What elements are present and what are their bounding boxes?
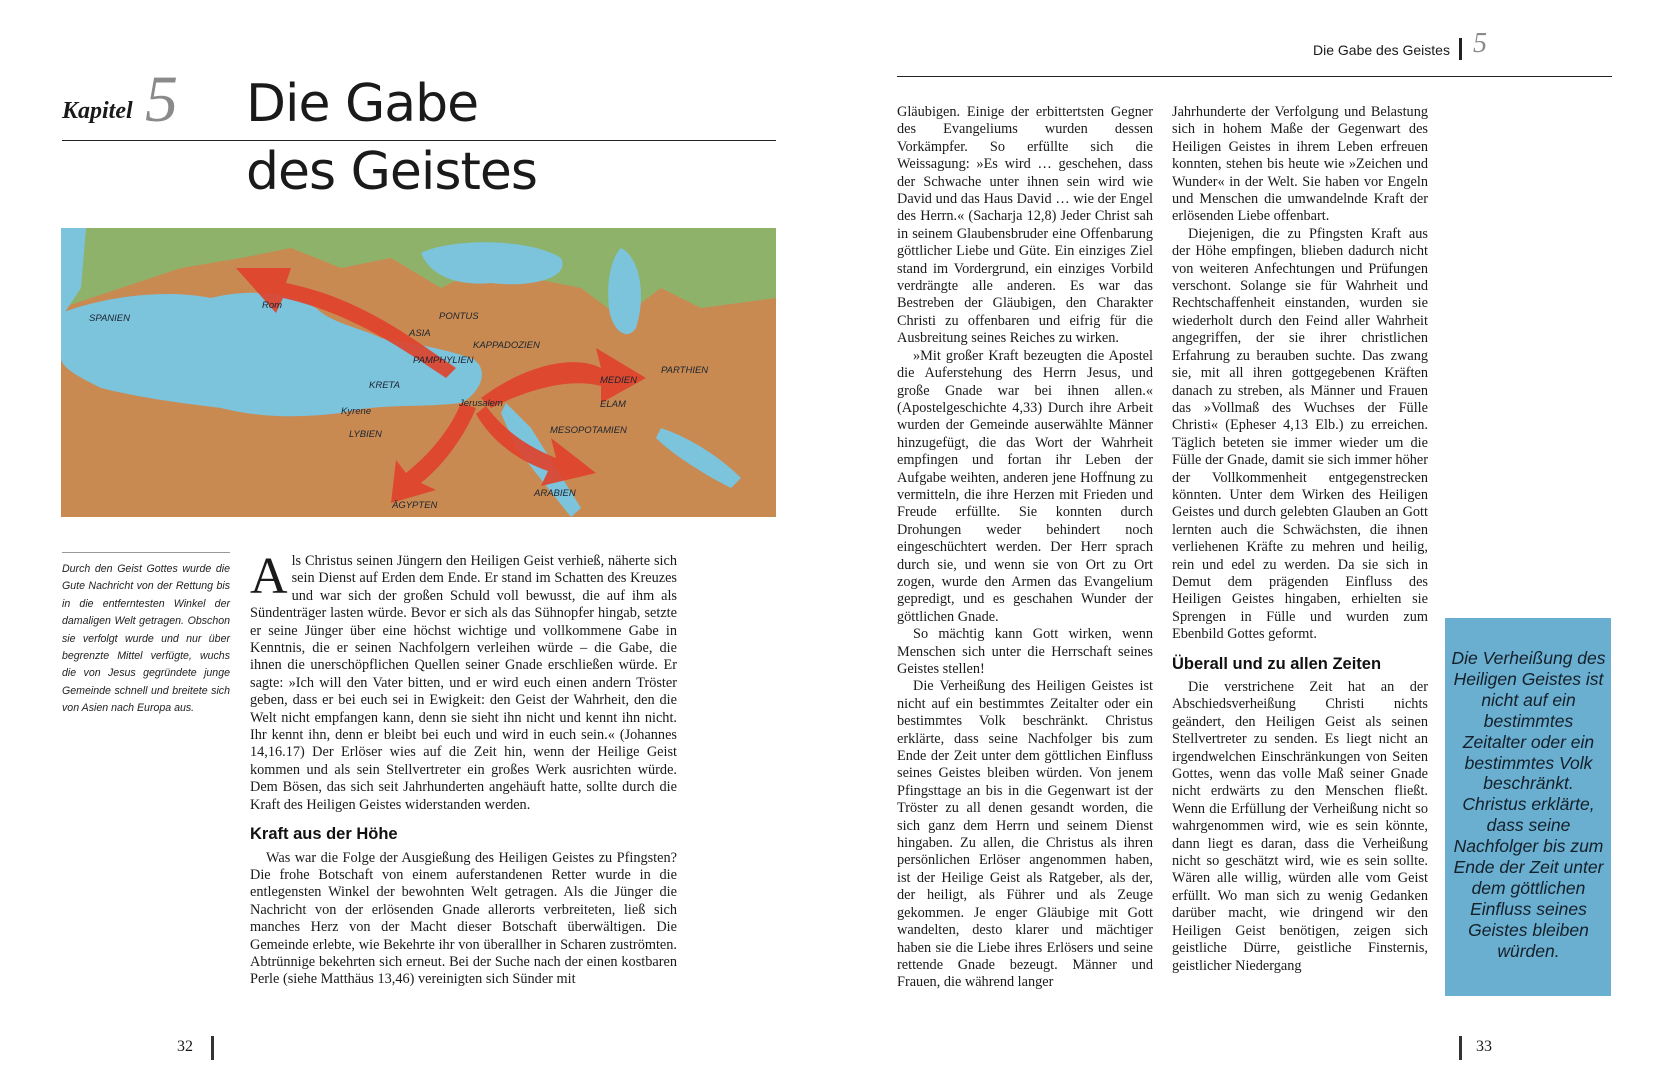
map-label-spanien: SPANIEN [89, 313, 131, 324]
caption-rule [62, 552, 230, 553]
folio-bar-left [211, 1036, 214, 1060]
right-column-1 [897, 104, 1153, 992]
paragraph: Was war die Folge der Ausgießung des Heiligen Geistes zu Pfingsten? Die frohe Botschaft von einem auferstandenen Retter wurde in die entlegensten Winkel der bewohnten Welt getragen. Als die Jünger die Nachricht von der erlösenden Gnade allerorts verbreiteten, ließ sich manches Herz von der Macht dieser Botschaft überwältigen. Die Gemeinde erlebte, wie Bekehrte ihr von überallher in Scharen zuströmten. Abtrünnige bekehrten sich erneut. Bei der Suche nach der einen kostbaren Perle (siehe Matthäus 13,46) vereinigten sich Sünder mit [250, 849, 677, 988]
map-label-pamphylien: PAMPHYLIEN [413, 355, 474, 366]
running-bar [1459, 38, 1462, 60]
paragraph [250, 548, 677, 814]
map-label-kyrene: Kyrene [341, 406, 372, 417]
running-chapter-number: 5 [1473, 28, 1487, 59]
map-label-aegypten: ÄGYPTEN [392, 500, 438, 511]
map-label-parthien: PARTHIEN [661, 365, 709, 376]
map-illustration [61, 228, 776, 517]
map-caption: Durch den Geist Gottes wurde die Gute Nachricht von der Rettung bis in die entferntesten Winkel der damaligen Welt getragen. Obschon sie verfolgt wurde und nur über begrenzte Mittel verfügte, wuchs die von Jesus gegründete junge Gemeinde schnell und breitete sich von Asien nach Europa aus. [62, 563, 230, 715]
running-title: Die Gabe des Geistes [1313, 42, 1450, 58]
section-heading: Kraft aus der Höhe [250, 825, 398, 844]
section-heading: Überall und zu allen Zeiten [1172, 654, 1382, 673]
map-label-kreta: KRETA [369, 380, 400, 391]
paragraph: Die verstrichene Zeit hat an der Abschiedsverheißung Christi nichts geändert, den Heiligen Geist als seinen Stellvertreter zu senden. Es liegt nicht an irgendwelchen Einschränkungen von Seiten Gottes, wenn das volle Maß seiner Gnade nicht erdwärts zu den Menschen fließt. Wenn die Erfüllung der Verheißung nicht so wahrgenommen wird, wie es sein könnte, dann liegt es daran, dass die Verheißung nicht so geschätzt wird, wie es sein sollte. Wären alle willig, würden alle vom Geist erfüllt. Wo man sich zu wenig Gedanken darüber macht, wie dringend wir den Heiligen Geist benötigen, zeigen sich geistliche Dürre, geistliche Finsternis, geistlicher Niedergang [1172, 679, 1428, 974]
map-label-lybien: LYBIEN [349, 429, 382, 440]
paragraph: Diejenigen, die zu Pfingsten Kraft aus der Höhe empfingen, blieben dadurch nicht von weiteren Anfechtungen und Prüfungen verschont. Solange sie für Wahrheit und Rechtschaffenheit einstanden, wurden sie wiederholt durch den Feind aller Wahrheit angegriffen, der sie ihrer christlichen Erfahrung zu berauben suchte. Das zwang sie, mit all ihren gottgegebenen Kräften danach zu streben, als Männer und Frauen das »Vollmaß des Wuchses der Fülle Christi« (Epheser 4,13 Elb.) zu erreichen. Täglich beteten sie immer wieder um die Fülle der Gnade, damit sie sich immer höher der Vollkommenheit entgegenstrecken könnten. Unter dem Wirken des Heiligen Geistes und durch gelebten Glauben an Gott lernten auch die Schwächsten, die ihnen verliehenen Kräfte zu mehren und heilig, rein und edel zu werden. Da sie sich in Demut dem prägenden Einfluss des Heiligen Geistes hingaben, erhielten sie Sprengen in Fülle und wurden zum Ebenbild Gottes geformt. [1172, 225, 1428, 643]
chapter-number: 5 [145, 63, 178, 136]
paragraph: So mächtig kann Gott wirken, wenn Menschen sich unter die Herrschaft seines Geistes stellen! [897, 626, 1153, 677]
left-main-column [250, 548, 677, 989]
map-label-arabien: ARABIEN [534, 488, 576, 499]
right-column-2 [1172, 104, 1428, 975]
chapter-word: Kapitel [62, 98, 133, 124]
map-label-medien: MEDIEN [600, 375, 637, 386]
map-label-jerusalem: Jerusalem [459, 398, 503, 409]
page-number-right: 33 [1476, 1038, 1492, 1055]
folio-bar-right [1459, 1036, 1462, 1060]
header-rule [897, 76, 1612, 77]
map-label-asia: ASIA [409, 328, 431, 339]
paragraph: Die Verheißung des Heiligen Geistes ist nicht auf ein bestimmtes Zeitalter oder ein bestimmtes Volk beschränkt. Christus erklärte, dass seine Nachfolger bis zum Ende der Zeit unter dem göttlichen Einfluss seines Geistes bleiben würden. Von jenem Pfingsttage an bis in die Gegenwart ist der Tröster zu all denen gesandt worden, die sich ganz dem Herrn und seinem Dienst hingaben. Zu allen, die Christus als ihren persönlichen Erlöser angenommen haben, ist der Heilige Geist als Ratgeber, als der, der heiligt, als Führer und als Zeuge gekommen. Je enger Gläubige mit Gott wandelten, desto klarer und mächtiger haben sie die Liebe ihres Erlösers und seine rettende Gnade bezeugt. Männer und Frauen, die während langer [897, 678, 1153, 991]
map-label-rom: Rom [262, 300, 283, 311]
map-label-kappadozien: KAPPADOZIEN [473, 340, 540, 351]
chapter-title-line1: Die Gabe [246, 74, 479, 134]
paragraph-text: ls Christus seinen Jüngern den Heiligen Geist verhieß, näherte sich sein Dienst auf Erden dem Ende. Er stand im Schatten des Kreuzes und war sich der großen Schuld voll bewusst, die auf ihm als Sündenträger lasten würde. Bevor er sich als das Sühnopfer hingab, setzte er seine Jünger über eine höchst wichtige und vollkommene Gabe in Kenntnis, die er seinen Nachfolgern verleihen würde – die Gabe, die ihnen die unerschöpflichen Quellen seiner Gnade erschließen würde. Er sagte: »Ich will den Vater bitten, und er wird euch einen andern Tröster geben, dass er bei euch sei in Ewigkeit: den Geist der Wahrheit, den die Welt nicht empfangen kann, denn sie sieht ihn nicht und kennt ihn nicht. Ihr kennt ihn, denn er bleibt bei euch und wird in euch sein.« (Johannes 14,16.17) Der Erlöser wies auf die Zeit hin, wenn der Heilige Geist kommen und als sein Stellvertreter ein großes Werk ausrichten würde. Dem Bösen, das sich seit Jahrhunderten angehäuft hatte, sollte durch die Kraft des Heiligen Geistes widerstanden werden. [250, 553, 677, 813]
map-label-pontus: PONTUS [439, 311, 479, 322]
title-rule [62, 140, 776, 141]
paragraph: »Mit großer Kraft bezeugten die Apostel die Auferstehung des Herrn Jesus, und große Gnade war bei ihnen allen.« (Apostelgeschichte 4,33) Durch ihre Arbeit wurden der Gemeinde auserwählte Männer hinzugefügt, die das Wort der Wahrheit empfingen und fortan ihr Leben der Aufgabe weihten, anderen jene Hoffnung zu vermitteln, die ihre Herzen mit Frieden und Freude erfüllte. Sie konnten durch Drohungen weder behindert noch eingeschüchtert werden. Der Herr sprach durch sie, und wenn sie von Ort zu Ort zogen, wurde den Armen das Evangelium gepredigt, und es geschahen Wunder der göttlichen Gnade. [897, 347, 1153, 625]
dropcap: A [250, 548, 288, 605]
paragraph: Gläubigen. Einige der erbittertsten Gegner des Evangeliums wurden dessen Vorkämpfer. So erfüllte sich die Weissagung: »Es wird … geschehen, dass der Schwache unter ihnen sein wird wie David und das Haus David … wie der Engel des Herrn.« (Sacharja 12,8) Jeder Christ sah in seinem Glaubensbruder eine Offenbarung göttlicher Liebe und Güte. Ein einziges Ziel stand im Vordergrund, ein einziges Vorbild verdrängte alle anderen. Es war das Bestreben der Gläubigen, den Charakter Christi zu offenbaren und eifrig für die Ausbreitung seines Reiches zu wirken. [897, 104, 1153, 347]
paragraph: Jahrhunderte der Verfolgung und Belastung sich in hohem Maße der Gegenwart des Heiligen Geistes in ihrem Leben erfreuen konnten, stehen bis heute wie »Zeichen und Wunder« in der Welt. Sie haben vor Engeln und Menschen die umwandelnde Kraft der erlösenden Liebe offenbart. [1172, 104, 1428, 225]
map-label-mesopotamien: MESOPOTAMIEN [550, 425, 627, 436]
chapter-title-line2: des Geistes [246, 142, 537, 202]
page-number-left: 32 [177, 1038, 193, 1055]
pull-quote-text: Die Verheißung des Heiligen Geistes ist nicht auf ein bestimmtes Zeitalter oder ein bestimmtes Volk beschränkt. Christus erklärte, dass seine Nachfolger bis zum Ende der Zeit unter dem göttlichen Einfluss seines Geistes bleiben würden. [1451, 648, 1606, 961]
map-label-elam: ELAM [600, 399, 626, 410]
